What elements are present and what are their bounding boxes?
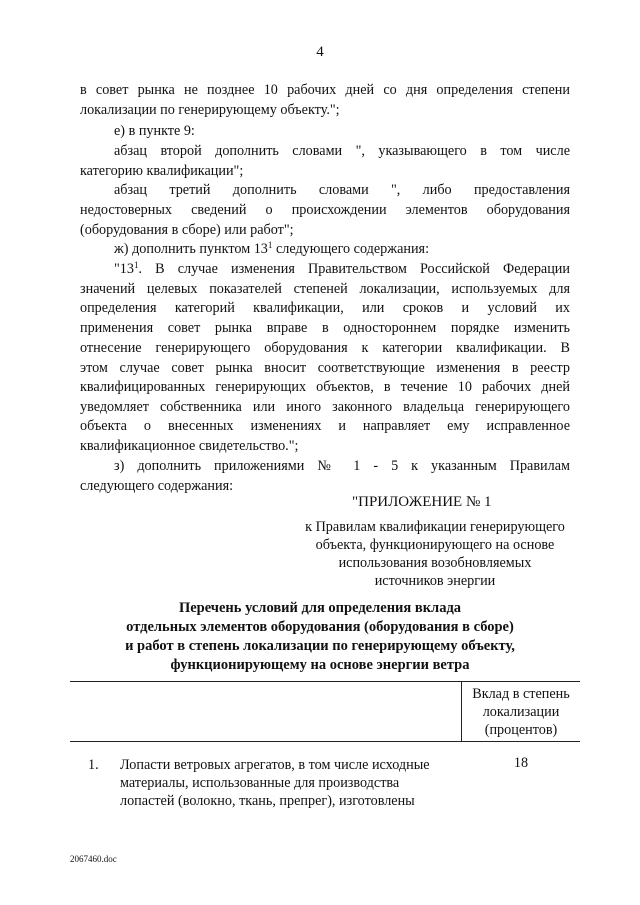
title-line: Перечень условий для определения вклада (178, 600, 462, 616)
text-line: отнесение генерирующего оборудования к категории квалификации. В (80, 340, 570, 356)
title-line: отдельных элементов оборудования (оборудования в сборе) (126, 619, 514, 635)
text-line: квалифицированных генерирующих объектов, в течение 10 рабочих дней (80, 379, 570, 395)
superscript: 1 (267, 240, 273, 250)
page-number: 4 (316, 44, 324, 60)
table-header: локализации (482, 704, 560, 720)
text-line (114, 261, 570, 278)
text-line: абзац третий дополнить словами ", либо предоставления (114, 182, 570, 198)
text-fragment: . В случае изменения Правительством Российской Федерации (138, 261, 570, 277)
appendix-subheading: использования возобновляемых (338, 555, 532, 571)
footer-filename: 2067460.doc (70, 854, 117, 864)
text-line: локализации по генерирующему объекту."; (80, 102, 340, 118)
text-line: объекта о внесенных изменениях и направляет ему исправленное (80, 418, 570, 434)
table-header: Вклад в степень (472, 686, 570, 702)
text-line: значений целевых показателей степеней локализации, используемых для (80, 281, 570, 297)
appendix-subheading: к Правилам квалификации генерирующего (305, 519, 565, 535)
text-line: следующего содержания: (80, 478, 234, 494)
appendix-subheading: источников энергии (374, 573, 496, 589)
text-line (114, 241, 429, 258)
table-header-rule (70, 741, 580, 742)
title-line: функционирующему на основе энергии ветра (170, 657, 470, 673)
text-line: (оборудования в сборе) или работ"; (80, 222, 294, 238)
text-line: недостоверных сведений о происхождении элементов оборудования (80, 202, 570, 218)
text-line: этом случае совет рынка вносит соответствующие изменения в реестр (80, 360, 570, 376)
table-header: (процентов) (484, 722, 558, 738)
text-fragment: следующего содержания: (272, 241, 430, 257)
row-value: 18 (513, 755, 529, 771)
text-line: в совет рынка не позднее 10 рабочих дней со дня определения степени (80, 82, 570, 98)
text-line: абзац второй дополнить словами ", указывающего в том числе (114, 143, 570, 159)
superscript: 1 (133, 260, 139, 270)
text-line: з) дополнить приложениями № 1 - 5 к указанным Правилам (114, 458, 570, 474)
row-text: Лопасти ветровых агрегатов, в том числе исходные (120, 757, 430, 773)
appendix-heading: "ПРИЛОЖЕНИЕ № 1 (352, 494, 492, 510)
text-line: категорию квалификации"; (80, 163, 244, 179)
table-top-rule (70, 681, 580, 682)
text-line: определения категорий квалификации, или сроков и условий их (80, 300, 570, 316)
row-text: материалы, использованные для производства (120, 775, 400, 791)
text-line: е) в пункте 9: (114, 123, 195, 139)
text-fragment (114, 261, 138, 278)
row-text: лопастей (волокно, ткань, препрег), изготовлены (120, 793, 415, 809)
text-line: применения совет рынка вправе в одностороннем порядке изменить (80, 320, 570, 336)
text-fragment: "13 (114, 261, 134, 277)
text-line: квалификационное свидетельство."; (80, 438, 299, 454)
text-line: уведомляет собственника или иного законного владельца генерирующего (80, 399, 570, 415)
row-number: 1. (88, 757, 99, 773)
text-fragment: ж) дополнить пунктом 13 (114, 241, 268, 257)
appendix-subheading: объекта, функционирующего на основе (315, 537, 555, 553)
title-line: и работ в степень локализации по генерирующему объекту, (125, 638, 515, 654)
